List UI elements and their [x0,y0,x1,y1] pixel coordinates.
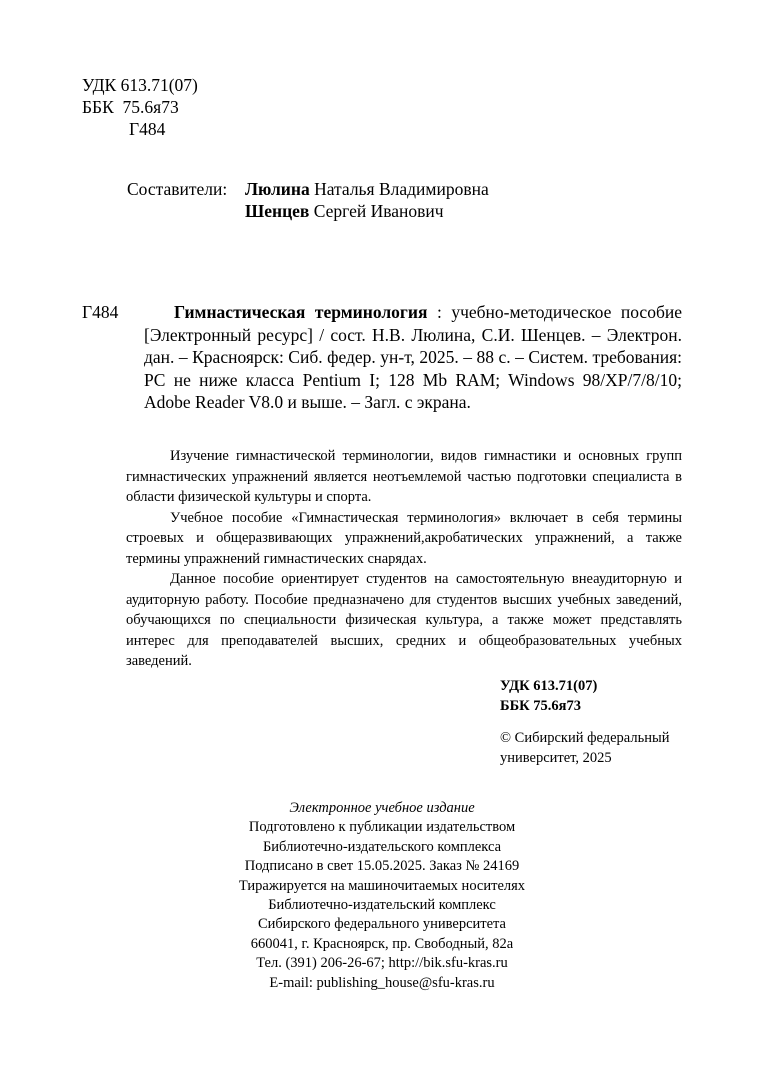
classification-codes-header [82,74,198,140]
copyright-line: университет, 2025 [500,750,612,766]
imprint-line: Библиотечно-издательский комплекс [268,897,496,914]
udk-code: УДК 613.71(07) [500,678,598,694]
annotation-paragraph: Изучение гимнастической терминологии, видов гимнастики и основных групп гимнастических упражнений является неотъемлемой частью подготовки специалиста в области физической культуры и спорта. [126,448,682,505]
udk-code: УДК 613.71(07) [82,75,198,95]
annotation-paragraph: Данное пособие ориентирует студентов на самостоятельную внеаудиторную и аудиторную работу. Пособие предназначено для студентов высших учебных заведений, обучающихся по специальности физическая культура, а также может представлять интерес для преподавателей высших, средних и общеобразовательных учебных заведений. [126,571,682,669]
imprint-line: E-mail: publishing_house@sfu-kras.ru [269,974,495,991]
author-mark: Г484 [129,119,166,139]
compilers-block [127,178,489,222]
imprint-line: Тел. (391) 206-26-67; http://bik.sfu-kras.ru [256,955,508,972]
copyright-line: © Сибирский федеральный [500,730,670,746]
compiler-name: Наталья Владимировна [314,179,489,199]
copyright-notice [500,728,690,768]
edition-type: Электронное учебное издание [289,800,475,816]
bibliographic-description [144,301,682,414]
compiler-row-2 [127,200,489,222]
imprint-line: Сибирского федерального университета [258,916,506,933]
compiler-surname: Шенцев [245,201,310,221]
book-title: Гимнастическая терминология [174,302,428,322]
imprint-line: Библиотечно-издательского комплекса [262,838,502,855]
compiler-name: Сергей Иванович [313,201,444,221]
compiler-row-1 [127,178,489,200]
bibliographic-index: Г484 [82,302,119,322]
imprint-line: Тиражируется на машиночитаемых носителях [238,877,526,894]
classification-codes-footer [500,676,597,716]
annotation [126,446,682,672]
compiler-surname: Люлина [245,179,310,199]
annotation-paragraph: Учебное пособие «Гимнастическая терминология» включает в себя термины строевых и общеразвивающих упражнений,акробатических упражнений, а также термины упражнений гимнастических снарядах. [126,509,682,567]
imprint-line: 660041, г. Красноярск, пр. Свободный, 82а [250,935,514,952]
imprint-line: Подготовлено к публикации издательством [248,819,516,836]
bbk-code: ББК 75.6я73 [82,97,179,117]
compilers-label: Составители: [127,179,228,199]
bbk-code: ББК 75.6я73 [500,698,582,714]
imprint-line: Подписано в свет 15.05.2025. Заказ № 24169 [244,858,520,875]
book-description: : учебно-методическое пособие [Электронный ресурс] / сост. Н.В. Люлина, С.И. Шенцев. – Электрон. дан. – Красноярск: Сиб. федер. ун-т, 2025. – 88 с. – Систем. требования: PC не ниже класса Pentium I; 128 Mb RAM; Windows 98/XP/7/8/10; Adobe Reader V8.0 и выше. – Загл. с экрана. [144,302,682,412]
imprint-block [182,799,582,993]
